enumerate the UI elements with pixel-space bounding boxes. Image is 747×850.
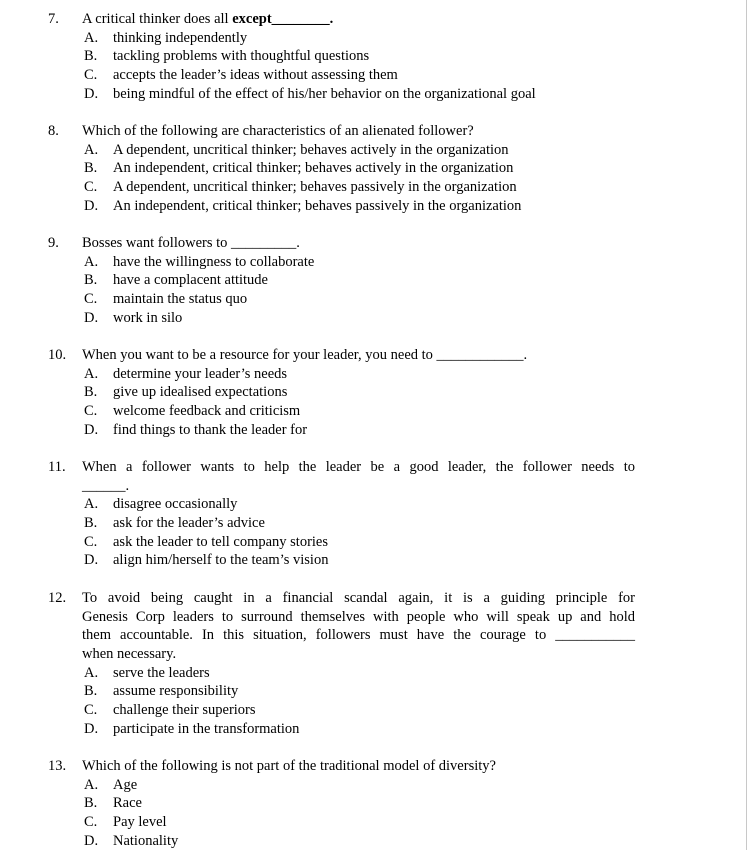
question-stem: [0, 757, 747, 776]
question-10: [0, 346, 747, 439]
stem-period: .: [329, 11, 334, 27]
stem-emphasis: except: [232, 11, 272, 27]
option-a: A. Age: [84, 776, 138, 793]
option-b: B. An independent, critical thinker; behaves actively in the organization: [84, 160, 514, 177]
option-c: C. maintain the status quo: [84, 291, 248, 308]
stem-text: Which of the following are characteristics of an alienated follower?: [82, 123, 474, 139]
option-c: C. A dependent, uncritical thinker; behaves passively in the organization: [84, 179, 517, 196]
question-stem-line-4: when necessary.: [82, 646, 177, 663]
stem-blank: ________: [271, 11, 330, 27]
option-c: C. challenge their superiors: [84, 702, 256, 719]
option-b: B. ask for the leader’s advice: [84, 515, 265, 532]
question-stem-line-2: Genesis Corp leaders to surround themselves with people who will speak up and hold: [82, 608, 635, 625]
question-number: 12.: [48, 590, 67, 606]
option-a: A. serve the leaders: [84, 664, 210, 681]
stem-text: A critical thinker does all: [82, 11, 233, 27]
question-number: 13.: [48, 758, 67, 774]
question-stem-line-1: 12. To avoid being caught in a financial scandal again, it is a guiding principle for: [48, 590, 635, 606]
option-d: D. align him/herself to the team’s vision: [84, 552, 329, 569]
question-stem-line-3: them accountable. In this situation, followers must have the courage to ___________: [82, 627, 635, 644]
question-7: [0, 10, 747, 103]
question-stem: [0, 234, 747, 253]
option-d: D. participate in the transformation: [84, 720, 300, 737]
stem-blank: ______.: [82, 477, 130, 494]
option-d: D. find things to thank the leader for: [84, 421, 308, 438]
option-a: A. have the willingness to collaborate: [84, 253, 315, 270]
question-number: 7.: [48, 11, 59, 27]
option-a: A. determine your leader’s needs: [84, 365, 288, 382]
question-number: 11.: [48, 459, 66, 475]
option-b: B. tackling problems with thoughtful questions: [84, 48, 370, 65]
question-8: [0, 122, 747, 215]
option-d: D. Nationality: [84, 832, 179, 849]
option-c: C. ask the leader to tell company stories: [84, 533, 329, 550]
option-c: C. Pay level: [84, 814, 167, 831]
stem-text: When you want to be a resource for your leader, you need to ____________.: [82, 347, 528, 363]
question-number: 9.: [48, 235, 59, 251]
option-b: B. Race: [84, 795, 142, 812]
option-c: C. welcome feedback and criticism: [84, 403, 301, 420]
question-stem: [0, 458, 747, 477]
option-b: B. give up idealised expectations: [84, 384, 288, 401]
option-a: A. A dependent, uncritical thinker; behaves actively in the organization: [84, 141, 509, 158]
question-stem: [0, 10, 747, 29]
stem-text: Which of the following is not part of the traditional model of diversity?: [82, 758, 496, 774]
option-b: B. assume responsibility: [84, 683, 239, 700]
question-11: [0, 458, 747, 570]
question-number: 10.: [48, 347, 67, 363]
stem-text: When a follower wants to help the leader be a good leader, the follower needs to: [82, 459, 635, 475]
question-stem: [0, 122, 747, 141]
option-a: A. disagree occasionally: [84, 496, 238, 513]
stem-text: Bosses want followers to _________.: [82, 235, 300, 251]
question-13: [0, 757, 747, 850]
option-d: D. An independent, critical thinker; behaves passively in the organization: [84, 197, 522, 214]
question-12: [0, 589, 747, 739]
option-b: B. have a complacent attitude: [84, 272, 268, 289]
question-number: 8.: [48, 123, 59, 139]
question-stem-continued: [0, 477, 747, 496]
option-d: D. work in silo: [84, 309, 183, 326]
question-9: [0, 234, 747, 327]
option-c: C. accepts the leader’s ideas without assessing them: [84, 67, 398, 84]
question-stem: [0, 346, 747, 365]
option-a: A. thinking independently: [84, 29, 248, 46]
option-d: D. being mindful of the effect of his/her behavior on the organizational goal: [84, 85, 536, 102]
